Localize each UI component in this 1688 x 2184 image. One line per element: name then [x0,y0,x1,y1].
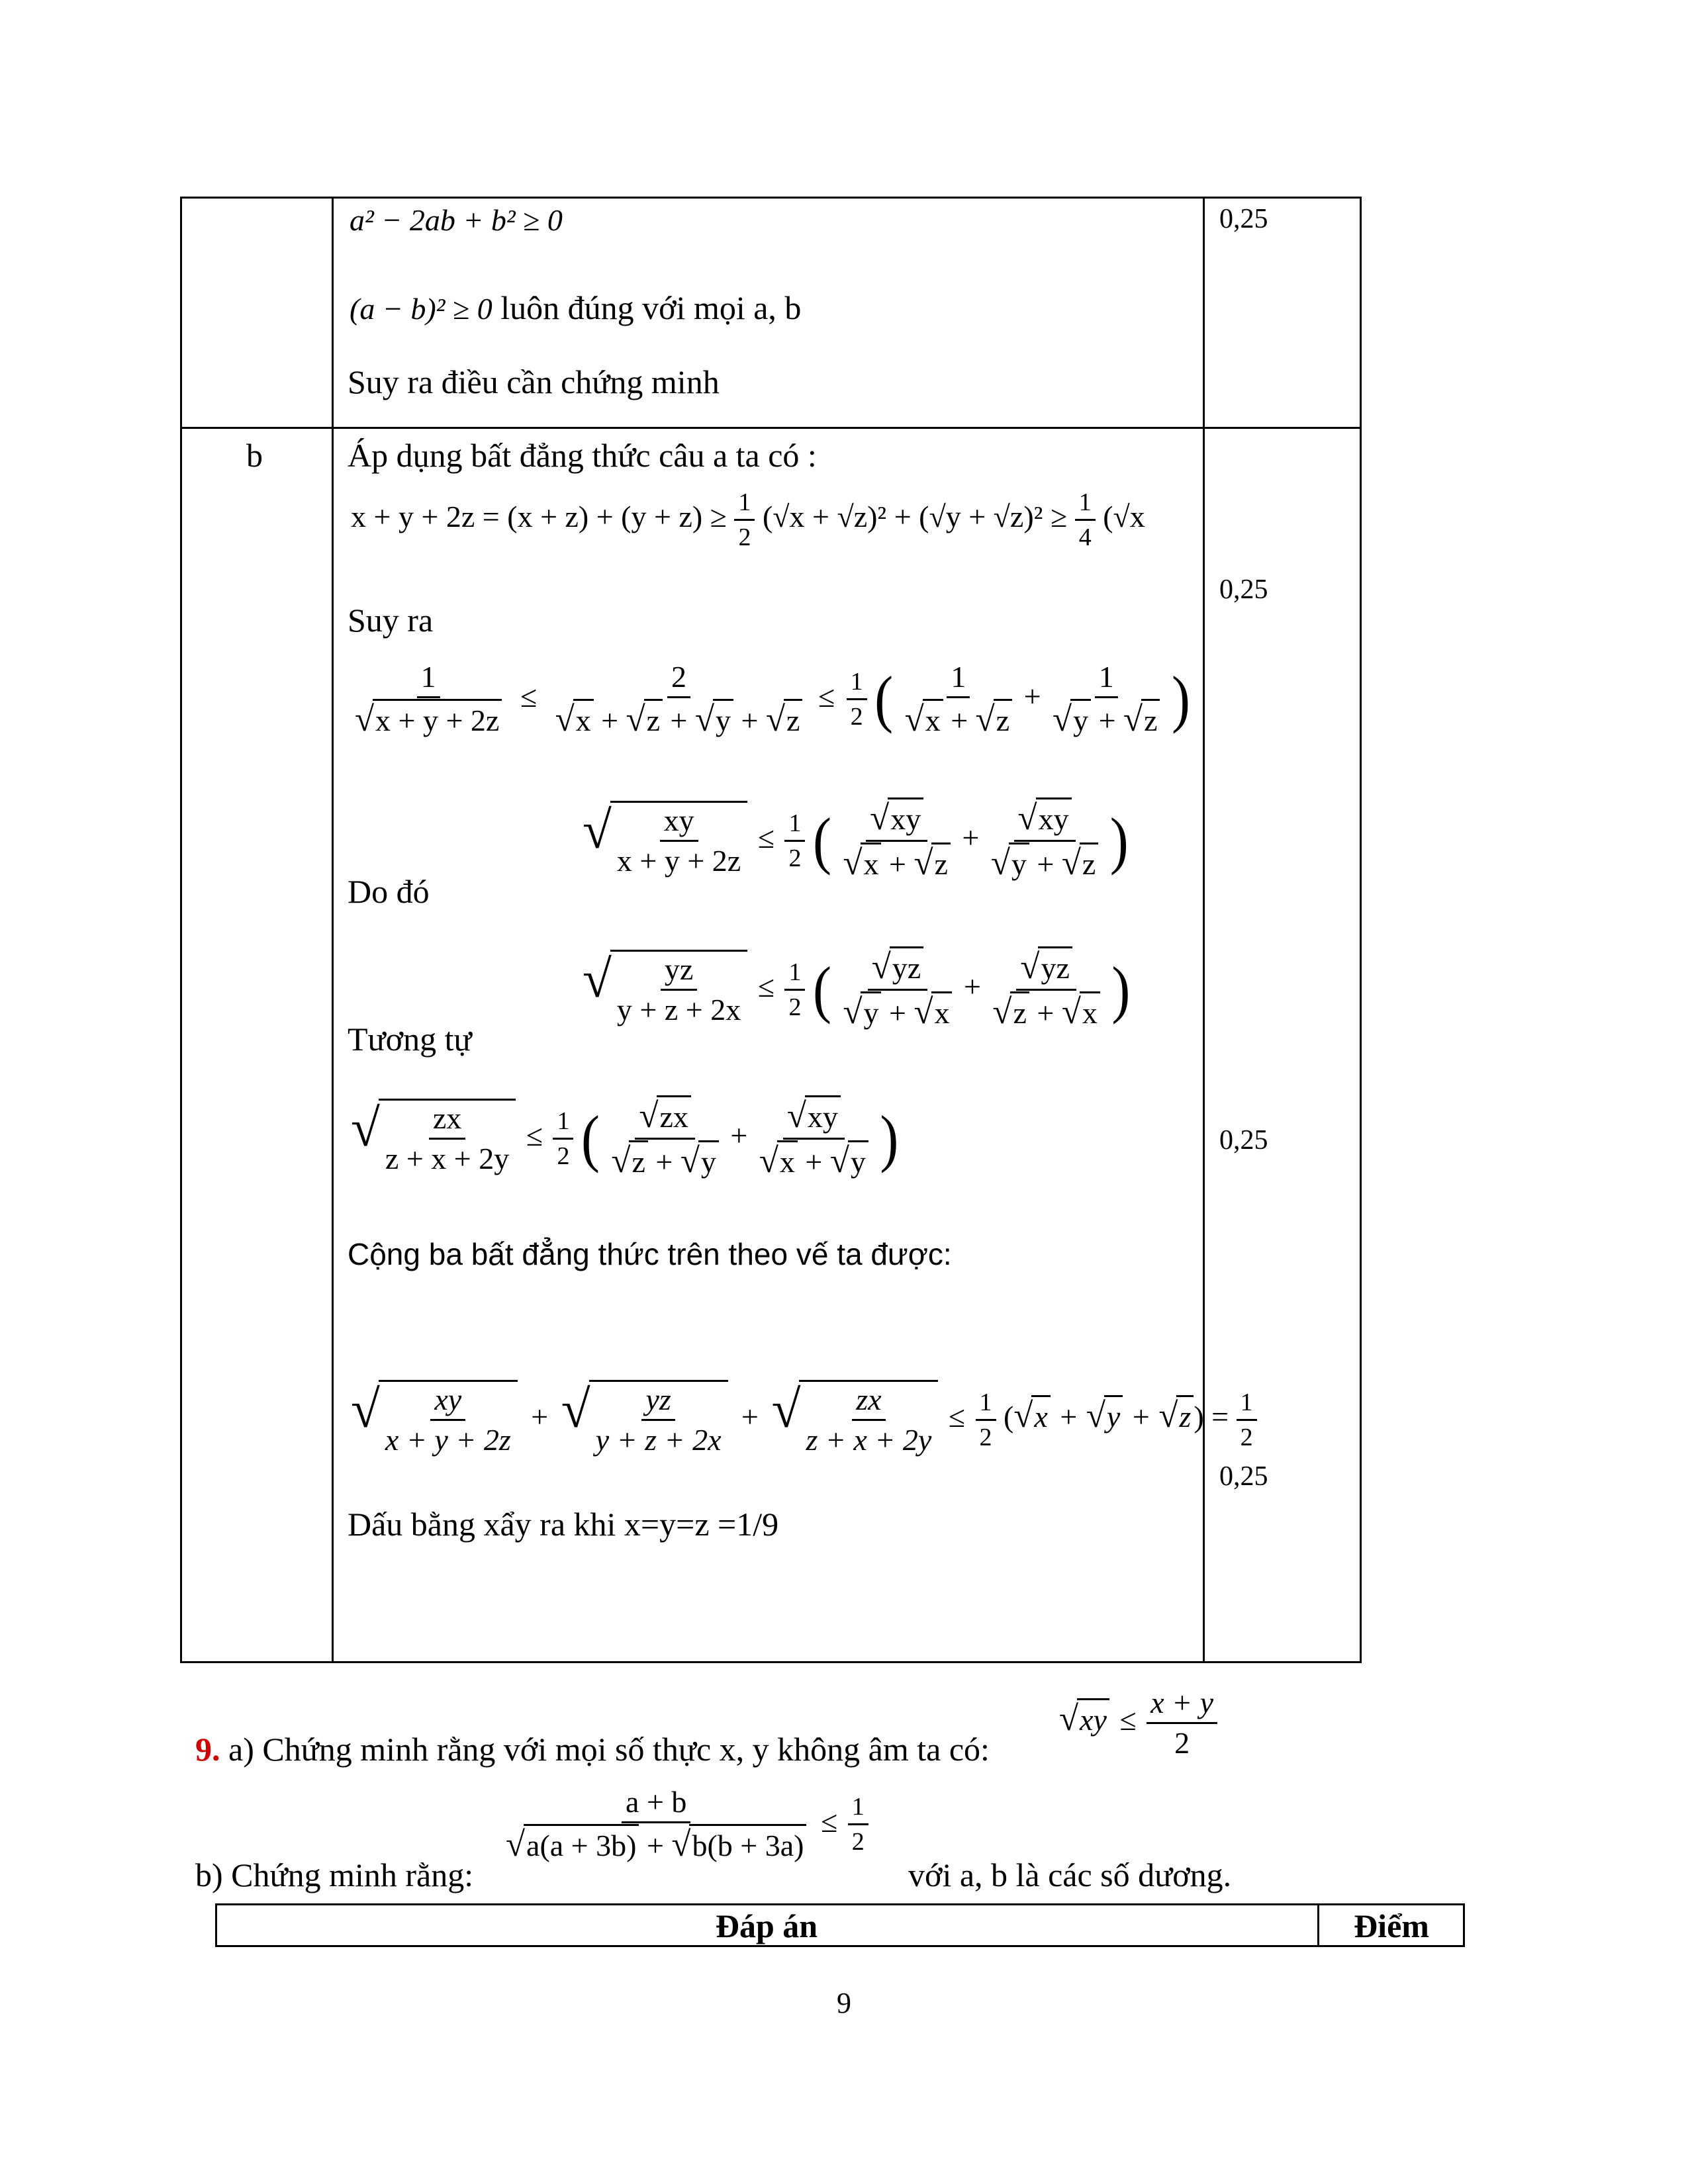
row2-do-do: Do đó [348,873,430,910]
p9b-math: $\frac{a + b}{√a(a + 3b) + √b(b + 3a)}$ ≤ $\frac{1}{2}$ [502,1787,868,1862]
row2-score1: 0,25 [1219,574,1268,605]
p9a-line [195,1733,990,1766]
row2-cong: Cộng ba bất đẳng thức trên theo vế ta được: [348,1237,952,1271]
row2-eq3: √ $\frac{xy}{x + y + 2z}$ ≤ $\frac{1}{2}$ ( $\frac{√xy}{√x + √z}$ + $\frac{√xy}{√y + √z}$ ) [583,799,1129,882]
page-number: 9 [837,1987,851,2019]
row1-score: 0,25 [1219,204,1268,234]
eq1-quarter: $\frac{1}{4}$ [1075,490,1096,550]
row2-eq5: √ $\frac{zx}{z + x + 2y}$ ≤ $\frac{1}{2}$ ( $\frac{√zx}{√z + √y}$ + $\frac{√xy}{√x + √y}$ ) [351,1097,899,1180]
row2-score3: 0,25 [1219,1461,1268,1492]
table-divider-col1 [332,197,334,1663]
row1-line2-math: (a − b)² ≥ 0 [350,292,492,326]
eq1-right: (√x + √z)² + (√y + √z)² ≥ [762,500,1068,534]
p9b-suffix: với a, b là các số dương. [908,1856,1232,1893]
p9b-prefix: b) Chứng minh rằng: [195,1856,474,1893]
table2-header-score: Điểm [1354,1907,1429,1944]
row2-score2: 0,25 [1219,1125,1268,1156]
row2-eq1: x + y + 2z = (x + z) + (y + z) ≥ $\frac{1}{2}$ (√x + √z)² + (√y + √z)² ≥ $\frac{1}{4}$ (√x [351,488,1145,551]
table-divider-row [180,427,1362,429]
row1-line2 [350,291,801,324]
p9a-text: a) Chứng minh rằng với mọi số thực x, y không âm ta có: [228,1731,990,1768]
p9a-math: √xy ≤ $\frac{x + y}{2}$ [1059,1688,1217,1758]
eq1-half: $\frac{1}{2}$ [734,490,755,550]
row2-dau-bang: Dấu bằng xẩy ra khi x=y=z =1/9 [348,1506,779,1543]
eq1-left: x + y + 2z = (x + z) + (y + z) ≥ [351,500,727,534]
p9-number: 9. [195,1731,220,1768]
row1-line2-text: luôn đúng với mọi a, b [500,289,802,326]
row2-intro: Áp dụng bất đẳng thức câu a ta có : [348,437,817,474]
row1-line3: Suy ra điều cần chứng minh [348,363,720,400]
row2-eq2: $\frac{1}{√x + y + 2z}$ ≤ $\frac{2}{√x + √z + √y + √z}$ ≤ $\frac{1}{2}$ ( $\frac{1}{√x + √z}$ + $\frac{1}{√y + √z}$ ) [355,660,1190,739]
row1-line1 [350,205,563,236]
row2-suy-ra: Suy ra [348,602,434,639]
row2-tuong-tu: Tương tự [348,1021,472,1058]
table-divider-col2 [1203,197,1205,1663]
table2-header-answer: Đáp án [715,1907,818,1944]
row2-label: b [246,437,263,474]
row2-eq4: √ $\frac{yz}{y + z + 2x}$ ≤ $\frac{1}{2}$ ( $\frac{√yz}{√y + √x}$ + $\frac{√yz}{√z + √x}$ ) [583,948,1131,1031]
row2-eq6: √ $\frac{xy}{x + y + 2z}$ + √ $\frac{yz}{y + z + 2x}$ + √ $\frac{zx}{z + x + 2y}$ ≤ $\frac{1}{2}$ (√x + √y + √z) = $\frac{1}{2}$ [351,1380,1198,1455]
row1-line1-math: a² − 2ab + b² ≥ 0 [350,203,563,237]
